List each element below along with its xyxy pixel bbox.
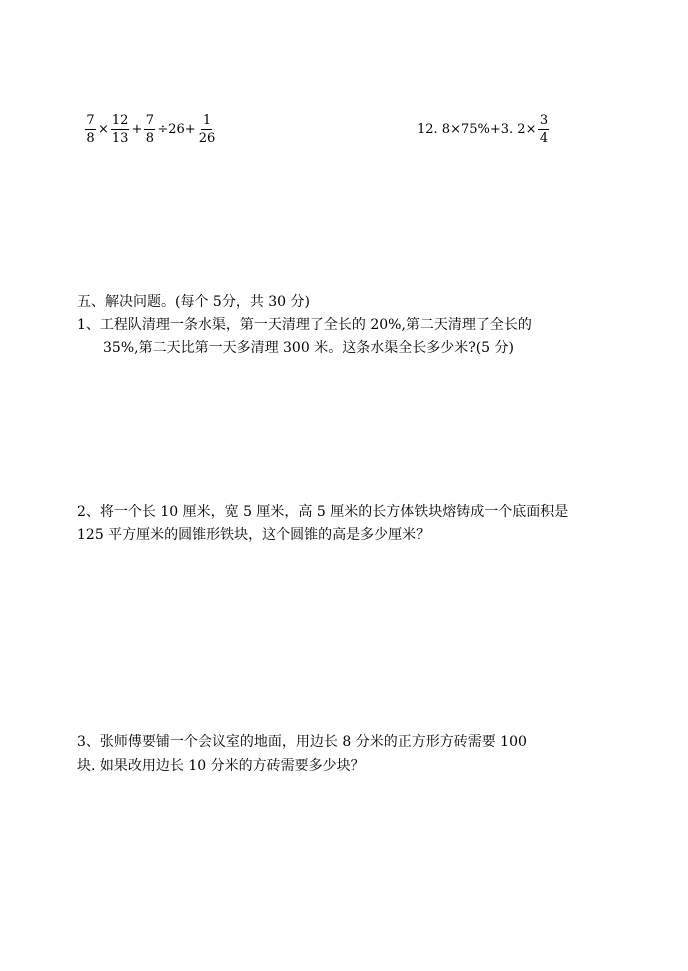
numerator: 12: [111, 113, 129, 128]
question-3-line-1: 3、张师傅要铺一个会议室的地面，用边长 8 分米的正方形方砖需要 100: [77, 734, 527, 750]
numerator: 7: [145, 113, 154, 128]
numerator: 1: [202, 113, 212, 128]
operator: ÷26+: [157, 122, 196, 137]
denominator: 8: [145, 131, 154, 146]
section-title: 五、解决问题。(每个 5分，共 30 分): [77, 294, 310, 310]
denominator: 4: [539, 131, 549, 146]
denominator: 26: [198, 131, 216, 146]
operator: +: [131, 122, 143, 137]
numerator: 7: [86, 113, 95, 128]
denominator: 8: [86, 131, 95, 146]
denominator: 13: [111, 131, 129, 146]
fraction: [111, 114, 130, 145]
fraction: [144, 114, 155, 145]
question-3-line-2: 块. 如果改用边长 10 分米的方砖需要多少块？: [77, 758, 365, 774]
operator: ×: [98, 122, 109, 137]
calc-expression-1: [84, 114, 217, 145]
question-1-line-1: 1、工程队清理一条水渠，第一天清理了全长的 20%,第二天清理了全长的: [77, 317, 532, 333]
numerator: 3: [539, 113, 549, 128]
calc-expression-2: [416, 114, 550, 145]
question-1-line-2: 35%,第二天比第一天多清理 300 米。这条水渠全长多少米?(5 分): [103, 340, 514, 356]
fraction: [85, 114, 96, 145]
fraction: [538, 114, 549, 145]
question-2-line-1: 2、将一个长 10 厘米，宽 5 厘米，高 5 厘米的长方体铁块熔铸成一个底面积是: [77, 504, 569, 520]
expression-text: 12. 8×75%+3. 2×: [417, 122, 537, 137]
fraction: [198, 114, 217, 145]
question-2-line-2: 125 平方厘米的圆锥形铁块，这个圆锥的高是多少厘米？: [77, 527, 431, 543]
